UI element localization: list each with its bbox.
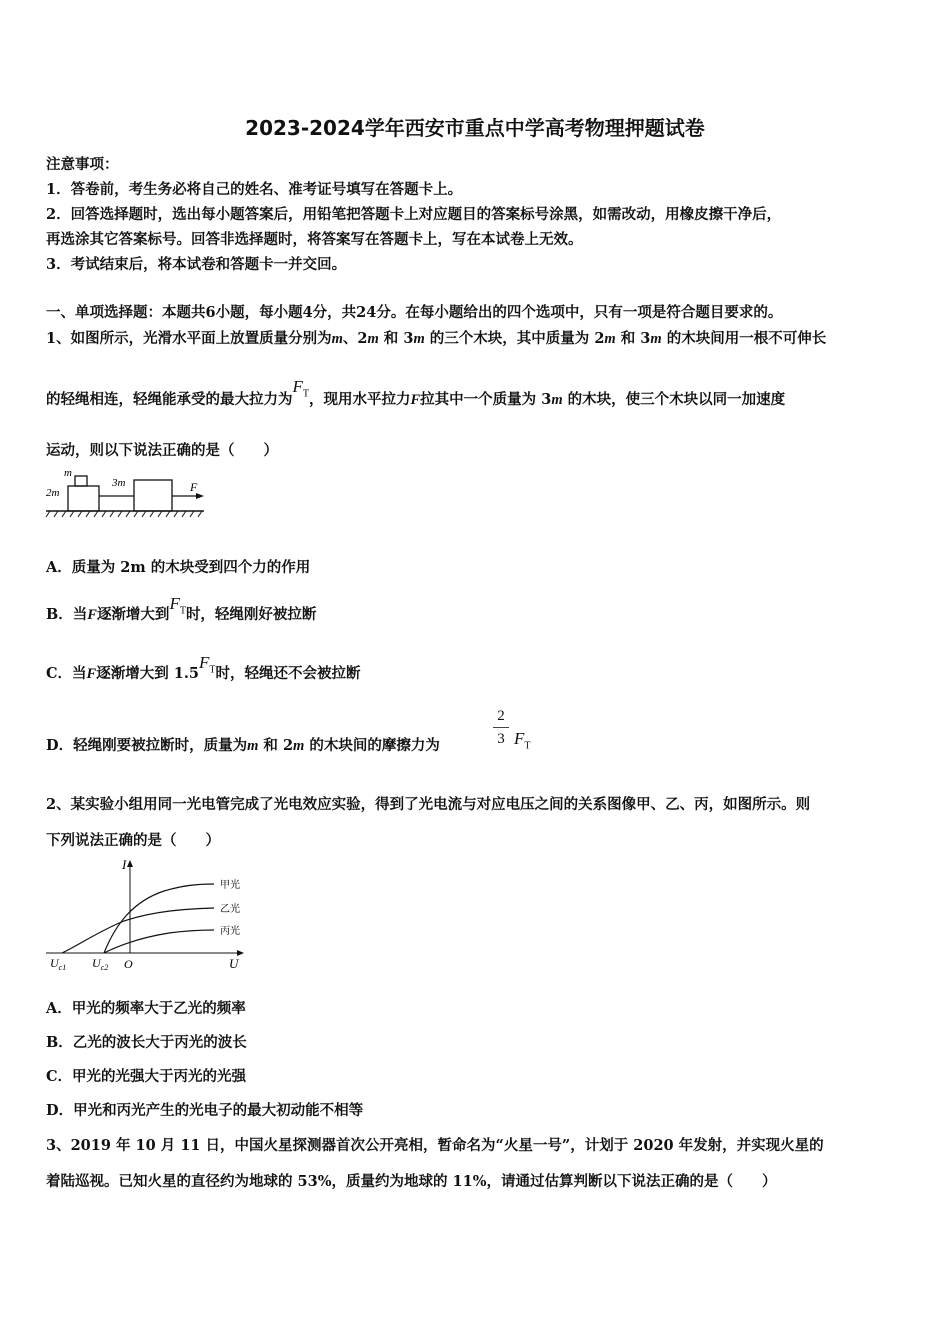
- notice-item: 1．答卷前，考生务必将自己的姓名、准考证号填写在答题卡上。: [46, 181, 463, 198]
- q1-blocks-figure: [44, 466, 209, 521]
- notice-item: 2．回答选择题时，选出每小题答案后，用铅笔把答题卡上对应题目的答案标号涂黑，如需改动，用橡皮擦干净后，: [46, 206, 782, 223]
- ft-symbol: $F_T$: [292, 377, 309, 400]
- q1-option-d[interactable]: D．轻绳刚要被拉断时，质量为m 和 2m 的木块间的摩擦力为: [46, 737, 440, 754]
- i-axis-arrow: [127, 860, 133, 867]
- label-I: I: [122, 857, 127, 872]
- page-title: 2023-2024学年西安市重点中学高考物理押题试卷: [245, 116, 705, 140]
- ft-symbol: $F_T$: [169, 594, 186, 617]
- label-F: F: [190, 480, 198, 494]
- label-origin: O: [124, 957, 133, 971]
- q2-option-c[interactable]: C．甲光的光强大于丙光的光强: [46, 1068, 247, 1085]
- ft-symbol: $F_T$: [199, 653, 216, 676]
- q3-stem-line1: 3、2019 年 10 月 11 日，中国火星探测器首次公开亮相，暂命名为“火星一号”，计划于 2020 年发射，并实现火星的: [46, 1137, 824, 1154]
- q2-option-b[interactable]: B．乙光的波长大于丙光的波长: [46, 1034, 247, 1051]
- label-U: U: [229, 956, 239, 971]
- q1-stem-line2: 的轻绳相连，轻绳能承受的最大拉力为$F_T$，现用水平拉力F拉其中一个质量为 3m 的木块，使三个木块以同一加速度: [46, 377, 786, 408]
- q2-iu-graph: [44, 853, 254, 975]
- q2-stem-line1: 2、某实验小组用同一光电管完成了光电效应实验，得到了光电流与对应电压之间的关系图像甲、乙、丙，如图所示。则: [46, 796, 811, 813]
- label-3m: 3m: [112, 477, 126, 489]
- label-uc2: $U_{c2}$: [92, 956, 109, 972]
- q2-option-a[interactable]: A．甲光的频率大于乙光的频率: [46, 1000, 246, 1017]
- label-bing: 丙光: [220, 926, 240, 937]
- label-2m: 2m: [46, 487, 60, 499]
- q2-option-d[interactable]: D．甲光和丙光产生的光电子的最大初动能不相等: [46, 1102, 364, 1119]
- q1-option-c[interactable]: C．当F逐渐增大到 $1.5F_T$时，轻绳还不会被拉断: [46, 653, 361, 682]
- q1-stem-line1: 1、如图所示，光滑水平面上放置质量分别为m、2m 和 3m 的三个木块，其中质量为 2m 和 3m 的木块间用一根不可伸长: [46, 330, 827, 347]
- label-yi: 乙光: [220, 904, 240, 915]
- ft-symbol: $F_T$: [514, 729, 531, 752]
- section-heading: 一、单项选择题：本题共6小题，每小题4分，共24分。在每小题给出的四个选项中，只有一项是符合题目要求的。: [46, 304, 783, 321]
- block-m: [75, 476, 87, 486]
- block-2m: [68, 486, 99, 511]
- label-uc1: $U_{c1}$: [50, 956, 67, 972]
- notice-item: 3．考试结束后，将本试卷和答题卡一并交回。: [46, 256, 347, 273]
- fraction-two-thirds: 2 3: [493, 707, 509, 748]
- curve-bing: [104, 930, 214, 953]
- q1-stem-line3: 运动，则以下说法正确的是（ ）: [46, 442, 278, 459]
- block-3m: [134, 480, 172, 511]
- q2-stem-line2: 下列说法正确的是（ ）: [46, 832, 220, 849]
- q1-option-a[interactable]: A．质量为 2m 的木块受到四个力的作用: [46, 559, 311, 576]
- notice-heading: 注意事项：: [46, 156, 119, 173]
- notice-item: 再选涂其它答案标号。回答非选择题时，将答案写在答题卡上，写在本试卷上无效。: [46, 231, 583, 248]
- label-m: m: [64, 467, 72, 479]
- q3-stem-line2: 着陆巡视。已知火星的直径约为地球的 53%，质量约为地球的 11%，请通过估算判断以下说法正确的是（ ）: [46, 1173, 777, 1190]
- q1-option-b[interactable]: B．当F逐渐增大到$F_T$时，轻绳刚好被拉断: [46, 594, 317, 623]
- ground-hatching: [46, 511, 202, 517]
- label-jia: 甲光: [220, 880, 240, 891]
- curve-jia: [104, 884, 214, 953]
